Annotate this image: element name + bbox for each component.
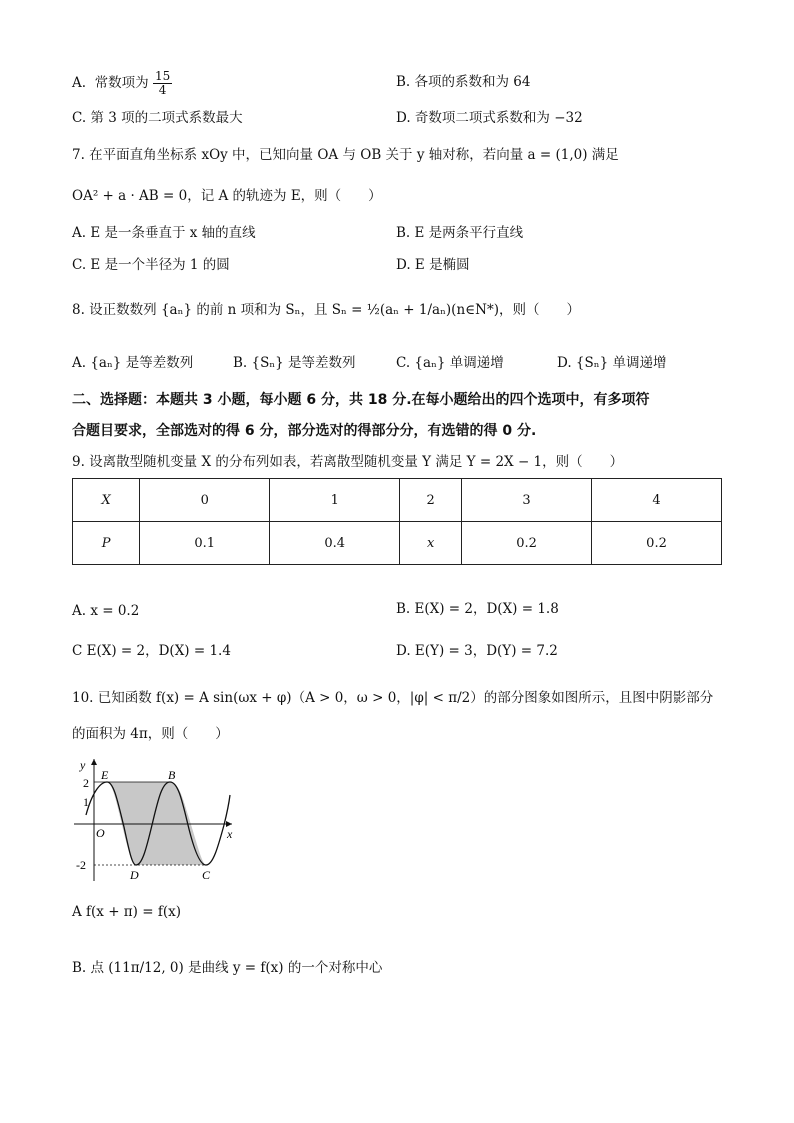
q9-option-b: B. E(X) = 2，D(X) = 1.8 [396,601,559,617]
table-row [73,522,722,565]
fraction-numerator: 15 [154,69,171,83]
table-cell: P [73,522,140,565]
q10-stem-line2: 的面积为 4π，则（ ） [72,726,229,742]
q7-option-b: B. E 是两条平行直线 [396,225,524,241]
q6-option-a-label: A. [72,75,87,91]
q10-stem-line1: 10. 已知函数 f(x) = A sin(ωx + φ)（A > 0，ω > 0，|φ| < π/2）的部分图象如图所示，且图中阴影部分 [72,690,714,706]
q8-stem: 8. 设正数数列 {aₙ} 的前 n 项和为 Sₙ，且 Sₙ = ½(aₙ + 1/aₙ)(n∈N*)，则（ ） [72,302,580,318]
q8-option-d: D. {Sₙ} 单调递增 [557,355,667,371]
fraction-denominator: 4 [158,83,167,97]
q10-option-a: A f(x + π) = f(x) [72,904,181,920]
q7-option-d: D. E 是椭圆 [396,257,470,273]
tick-label-1: 1 [83,795,89,809]
q6-option-b: B. 各项的系数和为 64 [396,74,531,90]
table-cell: 0.1 [140,522,270,565]
table-cell: 4 [592,479,722,522]
point-label-e: E [101,768,109,782]
sine-graph-figure [72,755,252,885]
q8-option-a: A. {aₙ} 是等差数列 [72,355,194,371]
table-cell: 1 [270,479,400,522]
q6-option-d: D. 奇数项二项式系数和为 −32 [396,110,583,126]
table-cell: X [73,479,140,522]
q8-option-c: C. {aₙ} 单调递增 [396,355,504,371]
y-axis-label: y [80,758,86,772]
q9-option-c: C E(X) = 2，D(X) = 1.4 [72,643,231,659]
table-cell: x [400,522,462,565]
table-row [73,479,722,522]
q7-stem-line1: 7. 在平面直角坐标系 xOy 中，已知向量 OA 与 OB 关于 y 轴对称，若向量 a = (1,0) 满足 [72,147,619,163]
table-cell: 3 [462,479,592,522]
tick-label-2: 2 [83,776,89,790]
origin-label: O [96,826,105,840]
q7-option-a: A. E 是一条垂直于 x 轴的直线 [72,225,256,241]
q9-option-d: D. E(Y) = 3，D(Y) = 7.2 [396,643,558,659]
tick-label-neg2: -2 [76,858,86,872]
section2-heading-line1: 二、选择题：本题共 3 小题，每小题 6 分，共 18 分.在每小题给出的四个选项中，有多项符 [72,392,650,408]
table-cell: 0.2 [592,522,722,565]
point-label-b: B [168,768,176,782]
table-cell: 2 [400,479,462,522]
point-label-c: C [202,868,211,882]
x-axis-label: x [227,827,233,841]
y-axis-arrow [91,759,97,765]
q7-stem-line2: OA² + a · AB = 0，记 A 的轨迹为 E，则（ ） [72,188,382,204]
q9-option-a: A. x = 0.2 [72,603,140,619]
q7-option-c: C. E 是一个半径为 1 的圆 [72,257,230,273]
table-cell: 0.4 [270,522,400,565]
section2-heading-line2: 合题目要求，全部选对的得 6 分，部分选对的得部分分，有选错的得 0 分. [72,423,537,439]
q8-option-b: B. {Sₙ} 是等差数列 [233,355,356,371]
q6-option-a-fraction [153,70,172,97]
q9-stem: 9. 设离散型随机变量 X 的分布列如表，若离散型随机变量 Y 满足 Y = 2X − 1，则（ ） [72,454,624,470]
table-cell: 0 [140,479,270,522]
q10-option-b: B. 点 (11π/12, 0) 是曲线 y = f(x) 的一个对称中心 [72,960,383,976]
q6-option-c: C. 第 3 项的二项式系数最大 [72,110,243,126]
q6-option-a-text: 常数项为 [94,75,149,91]
q6-option-a [72,70,172,97]
distribution-table [72,478,722,565]
point-label-d: D [130,868,139,882]
table-cell: 0.2 [462,522,592,565]
